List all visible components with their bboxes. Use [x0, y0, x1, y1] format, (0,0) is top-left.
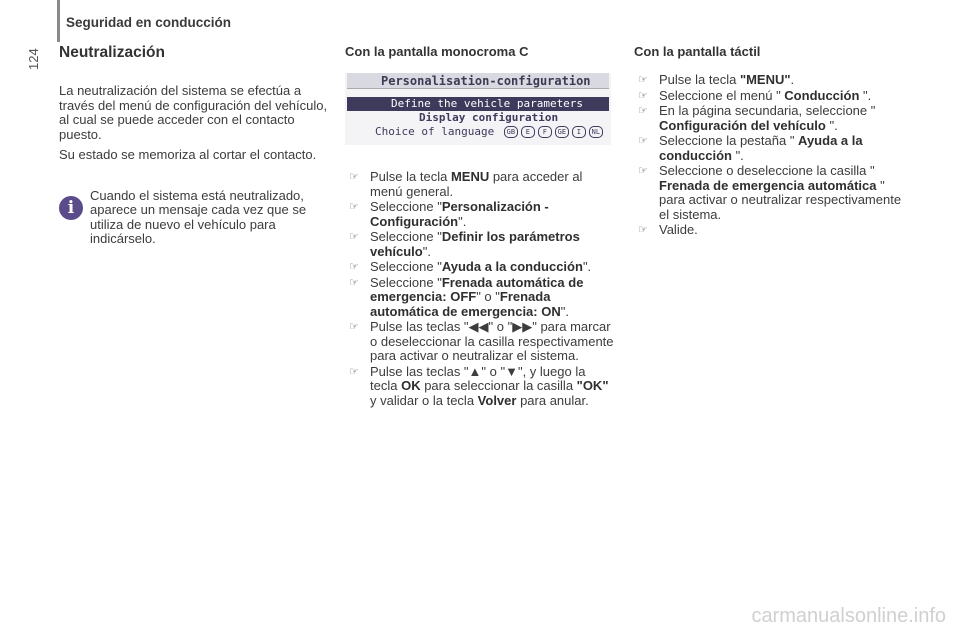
step-item	[345, 200, 615, 229]
section-title: Neutralización	[59, 44, 165, 61]
sidebar-divider	[57, 0, 60, 42]
step-text: ".	[825, 117, 838, 133]
language-flag: I	[572, 126, 586, 138]
step-text: ".	[731, 147, 744, 163]
step-keyword: Frenada de emergencia automática	[659, 177, 877, 193]
footer-watermark: carmanualsonline.info	[751, 605, 946, 627]
step-keyword: Frenada automática de emergencia: ON	[370, 289, 561, 319]
step-keyword: Definir los parámetros vehículo	[370, 229, 580, 259]
intro-paragraph: La neutralización del sistema se efectúa a través del menú de configuración del vehículo, al cual se puede acceder con el contacto puesto.	[59, 83, 328, 142]
mono-steps-list	[345, 170, 615, 408]
page-number: 124	[26, 48, 41, 70]
right-column	[634, 44, 909, 239]
step-text: Seleccione "	[370, 229, 442, 244]
touch-screen-title: Con la pantalla táctil	[634, 44, 761, 59]
step-item	[634, 164, 909, 222]
language-flags	[501, 125, 603, 138]
language-flag: E	[521, 126, 535, 138]
step-keyword: Volver	[477, 392, 517, 408]
pointing-hand-icon: ☞	[349, 276, 359, 289]
language-flag: GB	[504, 126, 518, 138]
step-text: ".	[422, 243, 431, 259]
step-item	[634, 73, 909, 88]
step-item	[634, 104, 909, 133]
step-item	[345, 260, 615, 275]
step-keyword: OK	[401, 378, 421, 393]
language-flag: NL	[589, 126, 603, 138]
language-flag: GE	[555, 126, 569, 138]
mono-screen-title: Con la pantalla monocroma C	[345, 44, 529, 59]
info-icon: i	[59, 196, 83, 220]
step-keyword: Conducción	[784, 87, 860, 103]
step-text: Seleccione "	[370, 199, 442, 214]
step-keyword: Configuración del vehículo	[659, 117, 826, 133]
step-text: Valide.	[659, 222, 698, 237]
info-text: Cuando el sistema está neutralizado, aparece un mensaje cada vez que se utiliza de nuevo el vehículo para indicárselo.	[90, 187, 307, 246]
step-text: ".	[582, 259, 592, 274]
step-text: ".	[458, 213, 467, 229]
pointing-hand-icon: ☞	[349, 231, 359, 243]
step-keyword: Ayuda a la conducción	[441, 259, 583, 274]
step-text: .	[790, 72, 795, 87]
step-text: Seleccione o deseleccione la casilla "	[659, 163, 875, 178]
step-item	[634, 89, 909, 104]
touch-steps-list	[634, 73, 909, 238]
pointing-hand-icon: ☞	[349, 171, 359, 183]
step-item	[345, 320, 615, 364]
left-column	[59, 44, 329, 247]
step-text: En la página secundaria, seleccione "	[659, 103, 876, 118]
step-text: ".	[560, 303, 569, 319]
step-text: " para activar o neutralizar respectivamente el sistema.	[659, 177, 902, 222]
step-item	[634, 134, 909, 163]
step-text: Seleccione "	[370, 274, 442, 290]
step-item	[345, 170, 615, 199]
step-text: Pulse la tecla	[370, 169, 451, 184]
pointing-hand-icon: ☞	[349, 365, 359, 378]
pointing-hand-icon: ☞	[349, 261, 359, 273]
step-text: Pulse la tecla	[659, 72, 740, 87]
step-item	[634, 223, 909, 238]
step-text: Pulse las teclas "▲" o "▼", y luego la tecla	[370, 363, 586, 393]
pointing-hand-icon: ☞	[638, 105, 648, 117]
pointing-hand-icon: ☞	[638, 74, 648, 86]
pointing-hand-icon: ☞	[638, 89, 648, 102]
step-text: para anular.	[516, 392, 589, 408]
step-keyword: Personalización - Configuración	[370, 199, 549, 229]
step-keyword: Ayuda a la conducción	[659, 133, 863, 163]
step-text: Seleccione el menú "	[659, 87, 785, 103]
pointing-hand-icon: ☞	[638, 165, 648, 177]
step-keyword: "OK"	[576, 378, 609, 393]
chapter-title: Seguridad en conducción	[66, 15, 232, 30]
pointing-hand-icon: ☞	[638, 135, 648, 147]
step-text: para acceder al menú general.	[370, 169, 583, 199]
pointing-hand-icon: ☞	[349, 321, 359, 333]
step-text: Seleccione "	[370, 259, 442, 274]
step-text: y validar o la tecla	[370, 392, 478, 408]
step-text: " o "	[476, 289, 500, 304]
screen-row-language	[347, 125, 609, 139]
step-text: ".	[859, 87, 872, 103]
step-item	[345, 230, 615, 259]
mono-screen-image	[345, 73, 611, 145]
screen-row-selected: Define the vehicle parameters	[347, 97, 609, 111]
screen-row-header: Personalisation-configuration	[347, 73, 609, 89]
memory-paragraph: Su estado se memoriza al cortar el contacto.	[59, 147, 317, 162]
pointing-hand-icon: ☞	[638, 224, 648, 236]
step-keyword: Frenada automática de emergencia: OFF	[370, 274, 584, 304]
mid-column	[345, 44, 615, 409]
language-flag: F	[538, 126, 552, 138]
step-item	[345, 365, 615, 409]
info-note	[59, 189, 329, 247]
step-keyword: "MENU"	[739, 72, 791, 87]
step-text: Pulse las teclas "◀◀" o "▶▶" para marcar o deseleccionar la casilla respectivamente para activar o neutralizar el sistema.	[370, 319, 614, 363]
language-label: Choice of language	[375, 125, 495, 138]
step-text: Seleccione la pestaña "	[659, 133, 799, 148]
pointing-hand-icon: ☞	[349, 201, 359, 213]
screen-row-display: Display configuration	[419, 111, 559, 124]
step-text: para seleccionar la casilla	[420, 378, 577, 393]
step-item	[345, 276, 615, 320]
step-keyword: MENU	[450, 169, 490, 184]
